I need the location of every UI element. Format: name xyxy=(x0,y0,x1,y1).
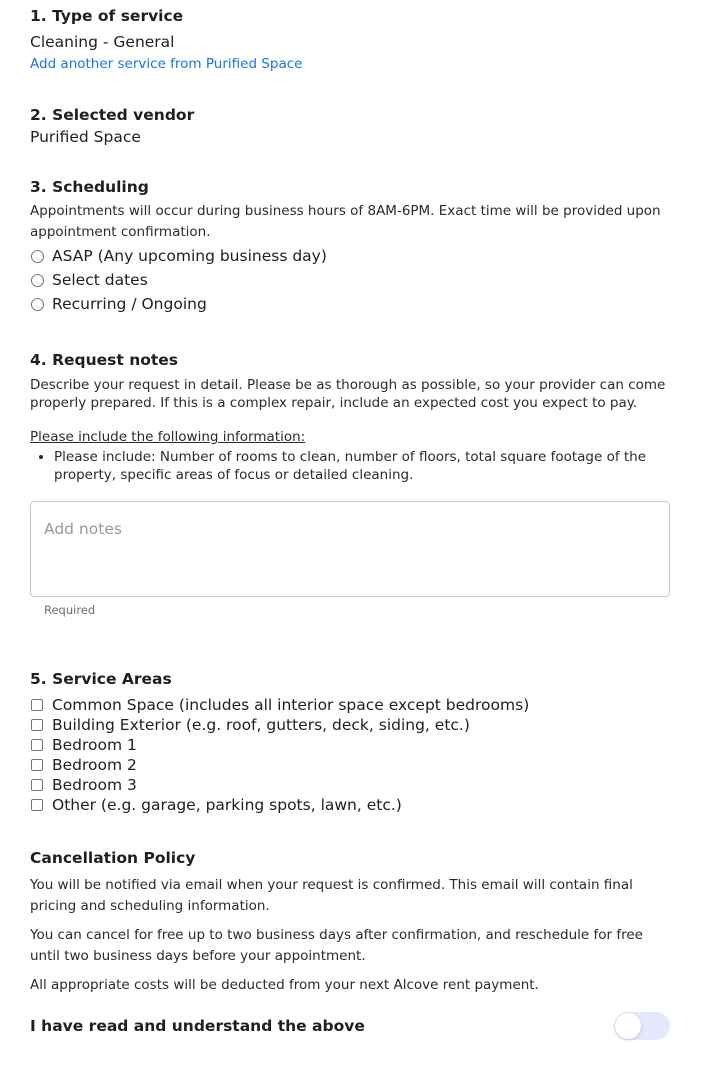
areas-section xyxy=(30,669,670,815)
radio-button[interactable] xyxy=(31,298,44,311)
checkbox[interactable] xyxy=(31,699,43,711)
service-title: 1. Type of service xyxy=(30,7,184,25)
scheduling-section xyxy=(30,177,670,316)
scheduling-options xyxy=(30,244,670,316)
cancellation-paragraph: All appropriate costs will be deducted from your next Alcove rent payment. xyxy=(30,977,539,993)
acknowledge-label: I have read and understand the above xyxy=(30,1017,365,1035)
notes-textarea[interactable]: Add notes xyxy=(30,501,670,597)
notes-description: Describe your request in detail. Please be as thorough as possible, so your provider can come properly prepared. If this is a complex repair, include an expected cost you expect to pay. xyxy=(30,377,666,411)
cancellation-paragraph: You will be notified via email when your request is confirmed. This email will contain final pricing and scheduling information. xyxy=(30,877,633,914)
add-service-link[interactable]: Add another service from Purified Space xyxy=(30,56,303,72)
option-label: ASAP (Any upcoming business day) xyxy=(52,247,327,265)
include-list xyxy=(30,448,670,484)
include-item: • Please include: Number of rooms to clean, number of floors, total square footage of the property, specific areas of focus or detailed cleaning. xyxy=(54,448,670,484)
area-option-bedroom-1[interactable] xyxy=(30,735,670,755)
vendor-value: Purified Space xyxy=(30,128,141,146)
checkbox[interactable] xyxy=(31,759,43,771)
checkbox[interactable] xyxy=(31,779,43,791)
schedule-option-asap[interactable] xyxy=(30,244,670,268)
checkbox[interactable] xyxy=(31,799,43,811)
toggle-knob xyxy=(615,1013,641,1039)
area-option-building-exterior[interactable] xyxy=(30,715,670,735)
checkbox[interactable] xyxy=(31,739,43,751)
schedule-option-select-dates[interactable] xyxy=(30,268,670,292)
acknowledge-toggle[interactable] xyxy=(614,1012,670,1040)
vendor-title: 2. Selected vendor xyxy=(30,106,195,124)
option-label: Bedroom 1 xyxy=(52,736,137,754)
acknowledge-row xyxy=(30,1012,670,1040)
areas-title: 5. Service Areas xyxy=(30,670,172,688)
option-label: Bedroom 2 xyxy=(52,756,137,774)
option-label: Recurring / Ongoing xyxy=(52,295,207,313)
radio-button[interactable] xyxy=(31,274,44,287)
notes-helper-text: Required xyxy=(44,603,96,617)
areas-options xyxy=(30,695,670,815)
option-label: Select dates xyxy=(52,271,148,289)
option-label: Building Exterior (e.g. roof, gutters, deck, siding, etc.) xyxy=(52,716,470,734)
schedule-option-recurring[interactable] xyxy=(30,292,670,316)
option-label: Other (e.g. garage, parking spots, lawn, etc.) xyxy=(52,796,402,814)
area-option-common-space[interactable] xyxy=(30,695,670,715)
notes-title: 4. Request notes xyxy=(30,351,179,369)
checkbox[interactable] xyxy=(31,719,43,731)
scheduling-title: 3. Scheduling xyxy=(30,178,149,196)
scheduling-description: Appointments will occur during business hours of 8AM-6PM. Exact time will be provided upon appointment confirmation. xyxy=(30,203,661,240)
cancellation-paragraph: You can cancel for free up to two business days after confirmation, and reschedule for free until two business days before your appointment. xyxy=(30,927,643,964)
area-option-bedroom-2[interactable] xyxy=(30,755,670,775)
cancellation-section xyxy=(30,848,670,996)
option-label: Common Space (includes all interior space except bedrooms) xyxy=(52,696,530,714)
service-section xyxy=(30,6,302,73)
cancellation-title: Cancellation Policy xyxy=(30,849,196,867)
area-option-other[interactable] xyxy=(30,795,670,815)
notes-section xyxy=(30,350,670,617)
area-option-bedroom-3[interactable] xyxy=(30,775,670,795)
radio-button[interactable] xyxy=(31,250,44,263)
vendor-section xyxy=(30,105,194,147)
include-heading: Please include the following information: xyxy=(30,429,306,445)
service-value: Cleaning - General xyxy=(30,33,175,51)
option-label: Bedroom 3 xyxy=(52,776,137,794)
